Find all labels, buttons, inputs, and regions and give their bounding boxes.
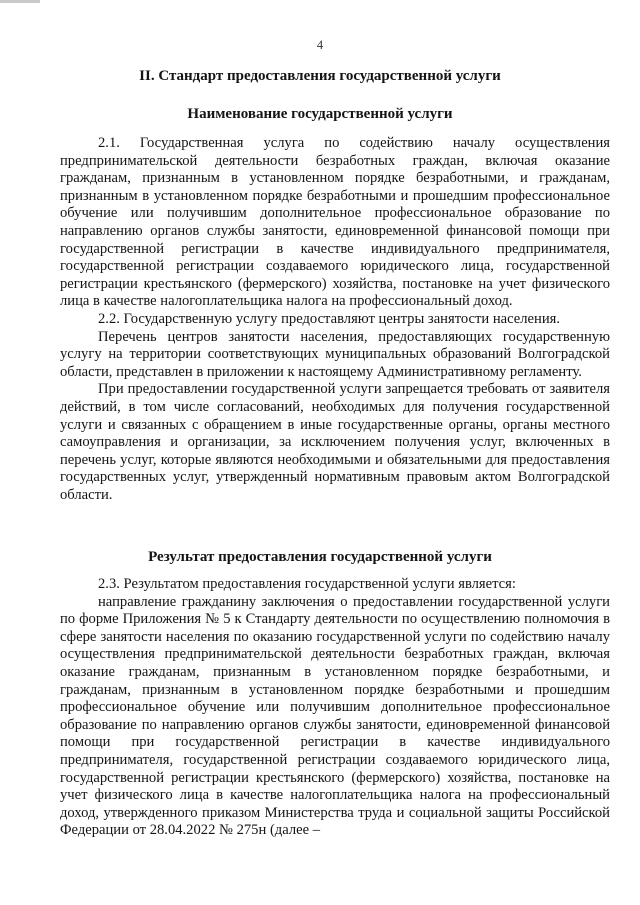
scan-artifact — [0, 0, 40, 3]
service-name-section — [60, 135, 610, 504]
paragraph-2-3: 2.3. Результатом предоставления государственной услуги является: — [98, 576, 516, 592]
service-result-section — [60, 576, 610, 840]
subheading-service-result: Результат предоставления государственной услуги — [148, 549, 492, 565]
paragraph-2-1: 2.1. Государственная услуга по содействию началу осуществления предпринимательской деятельности безработных граждан, включая оказание гражданам, признанным в установленном порядке безработными, и гражданам, признанным в установленном порядке безработными и прошедшим профессиональное обучение или получившим дополнительное профессиональное образование по направлению органов службы занятости, единовременной финансовой помощи при государственной регистрации в качестве индивидуального предпринимателя, государственной регистрации создаваемого юридического лица, государственной регистрации крестьянского (фермерского) хозяйства, постановке на учет физического лица в качестве налогоплательщика налога на профессиональный доход. — [60, 135, 610, 310]
paragraph-2-2: 2.2. Государственную услугу предоставляют центры занятости населения. — [98, 310, 561, 327]
section-heading: II. Стандарт предоставления государственной услуги — [139, 68, 501, 84]
paragraph-result-detail: направление гражданину заключения о предоставлении государственной услуги по форме Приложения № 5 к Стандарту деятельности по осуществлению полномочия в сфере занятости населения по оказанию государственной услуги по содействию началу осуществления предпринимательской деятельности безработных граждан, включая оказание гражданам, признанным в установленном порядке безработными, и гражданам, признанным в установленном порядке безработными и прошедшим профессиональное обучение или получившим дополнительное профессиональное образование по направлению органов службы занятости, единовременной финансовой помощи при государственной регистрации в качестве индивидуального предпринимателя, государственной регистрации создаваемого юридического лица, государственной регистрации крестьянского (фермерского) хозяйства, постановке на учет физического лица в качестве налогоплательщика налога на профессиональный доход, утвержденного приказом Министерства труда и социальной защиты Российской Федерации от 28.04.2022 № 275н (далее – — [60, 593, 610, 839]
paragraph-centers-list: Перечень центров занятости населения, предоставляющих государственную услугу на территории соответствующих муниципальных образований Волгоградской области, представлен в приложении к настоящему Административному регламенту. — [60, 328, 610, 380]
paragraph-prohibition: При предоставлении государственной услуги запрещается требовать от заявителя действий, в том числе согласований, необходимых для получения государственной услуги и связанных с обращением в иные государственные органы, органы местного самоуправления и организации, за исключением получения услуг, включенных в перечень услуг, которые являются необходимыми и обязательными для предоставления государственных услуг, утвержденный нормативным правовым актом Волгоградской области. — [60, 381, 610, 503]
page-number: 4 — [316, 38, 324, 52]
subheading-service-name: Наименование государственной услуги — [187, 106, 453, 122]
